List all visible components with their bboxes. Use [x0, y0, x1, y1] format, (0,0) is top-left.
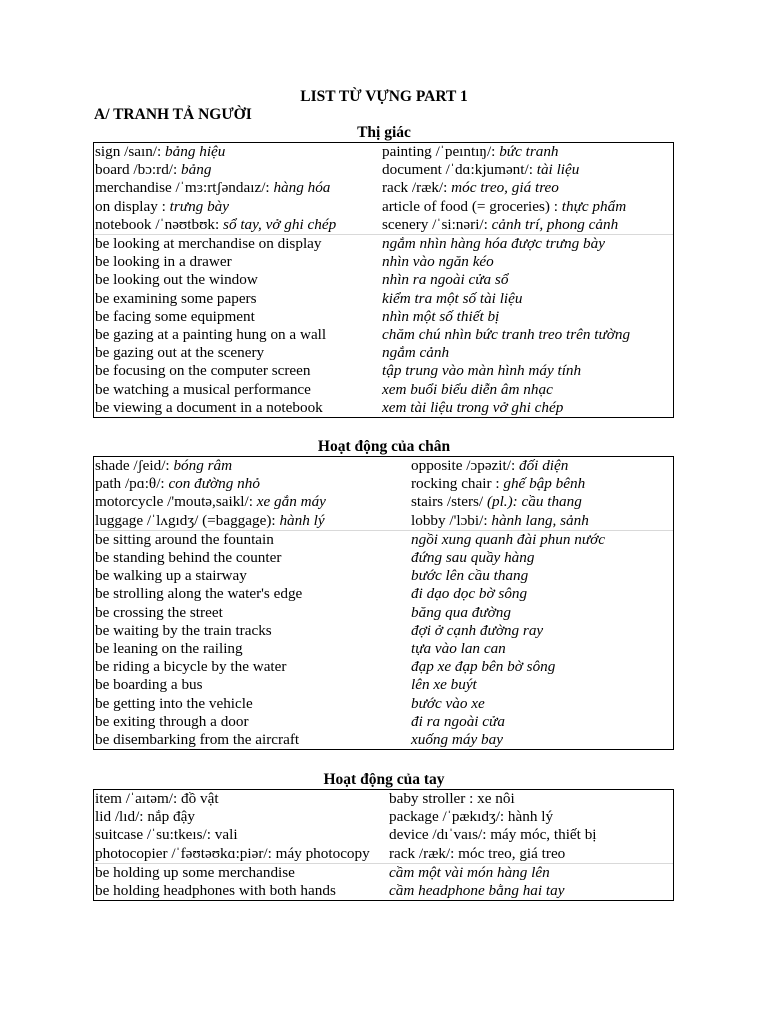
entry-meaning: đạp xe đạp bên bờ sông — [411, 658, 556, 676]
page-title: LIST TỪ VỰNG PART 1 — [300, 88, 468, 105]
vocab-entry — [94, 198, 381, 216]
entry-meaning: bước vào xe — [411, 694, 485, 712]
vocab-entry — [381, 161, 673, 179]
vocab-entry — [94, 216, 381, 234]
vocab-entry — [410, 475, 673, 493]
vocab-entry — [94, 790, 388, 808]
section-title-vision: Thị giác — [357, 124, 411, 141]
entry-text: article of food (= groceries) : — [382, 197, 562, 215]
entry-text: opposite /ɔpəzit/: — [411, 457, 519, 474]
vocab-entry — [381, 216, 673, 234]
entry-meaning: đợi ở cạnh đường ray — [411, 621, 544, 639]
entry-text: be looking at merchandise on display — [95, 235, 322, 253]
meaning-column — [381, 143, 673, 234]
entry-text: be riding a bicycle by the water — [95, 658, 287, 676]
vocab-entry — [410, 531, 673, 549]
vocab-entry — [94, 549, 410, 567]
vocab-entry — [94, 290, 381, 308]
term-column — [94, 235, 381, 417]
entry-text: be walking up a stairway — [95, 567, 247, 585]
entry-text: be holding headphones with both hands — [95, 882, 336, 900]
entry-text: luggage /ˈlʌgıdʒ/ (=baggage): — [95, 511, 280, 529]
entry-meaning: bước lên cầu thang — [411, 567, 529, 585]
entry-text: rack /ræk/: móc treo, giá treo — [389, 844, 566, 862]
entry-text: merchandise /ˈmɜ:rtʃəndaız/: — [95, 179, 274, 197]
entry-meaning: xuống máy bay — [411, 731, 503, 749]
vocab-entry — [94, 326, 381, 344]
vocab-entry — [410, 604, 673, 622]
entry-meaning: hàng hóa — [273, 179, 331, 197]
vocab-entry — [94, 531, 410, 549]
meaning-column — [410, 457, 673, 530]
vocab-entry — [410, 640, 673, 658]
entry-meaning: tài liệu — [536, 161, 580, 179]
entry-text: suitcase /ˈsu:tkeıs/: vali — [95, 826, 238, 844]
entry-text: rocking chair : — [411, 475, 504, 493]
term-column — [94, 864, 388, 900]
entry-text: shade /ʃeid/: — [95, 457, 174, 474]
entry-meaning: nhìn vào ngăn kéo — [382, 253, 494, 271]
entry-text: lobby /'lɔbi/: — [411, 511, 492, 529]
vocab-entry — [381, 399, 673, 417]
entry-meaning: cầm một vài món hàng lên — [389, 863, 550, 881]
entry-text: baby stroller : xe nôi — [389, 790, 515, 807]
vocab-entry — [381, 198, 673, 216]
entry-meaning: móc treo, giá treo — [451, 179, 559, 197]
vocab-entry — [94, 457, 410, 475]
vocab-entry — [388, 845, 673, 863]
entry-meaning: cảnh trí, phong cảnh — [491, 215, 619, 233]
entry-meaning: đối diện — [518, 457, 569, 474]
entry-meaning: đi ra ngoài cửa — [411, 712, 505, 730]
vocab-entry — [94, 864, 388, 882]
entry-text: document /ˈdɑ:kjumənt/: — [382, 161, 537, 179]
vocab-table-vision — [93, 142, 674, 418]
entry-meaning: đứng sau quầy hàng — [411, 549, 535, 567]
entry-meaning: tựa vào lan can — [411, 640, 506, 658]
entry-text: be exiting through a door — [95, 712, 249, 730]
vocab-entry — [94, 399, 381, 417]
vocab-entry — [410, 731, 673, 749]
meaning-column — [388, 790, 673, 863]
vocab-entry — [410, 512, 673, 530]
entry-meaning: bóng râm — [173, 457, 233, 474]
entry-meaning: sổ tay, vở ghi chép — [223, 215, 337, 233]
vocab-entry — [94, 493, 410, 511]
entry-text: lid /lıd/: nắp đậy — [95, 808, 195, 826]
entry-text: painting /ˈpeıntıŋ/: — [382, 143, 500, 160]
term-column — [94, 531, 410, 749]
entry-text: sign /saın/: — [95, 143, 166, 160]
vocab-entry — [94, 362, 381, 380]
entry-meaning: (pl.): cầu thang — [486, 493, 582, 511]
entry-text: be crossing the street — [95, 603, 223, 621]
entry-meaning: ngắm nhìn hàng hóa được trưng bày — [382, 235, 605, 253]
vocab-entry — [381, 271, 673, 289]
vocab-group — [94, 143, 673, 234]
section-title-hands: Hoạt động của tay — [323, 771, 445, 788]
entry-meaning: kiểm tra một số tài liệu — [382, 289, 523, 307]
entry-meaning: bảng hiệu — [165, 143, 226, 160]
meaning-column — [381, 235, 673, 417]
meaning-column — [410, 531, 673, 749]
entry-text: stairs /sters/ — [411, 493, 487, 511]
entry-text: package /ˈpækıdʒ/: hành lý — [389, 808, 554, 826]
entry-text: be gazing out at the scenery — [95, 344, 265, 362]
vocab-entry — [388, 790, 673, 808]
term-column — [94, 143, 381, 234]
vocab-entry — [94, 585, 410, 603]
vocab-entry — [388, 864, 673, 882]
vocab-entry — [410, 713, 673, 731]
vocab-entry — [94, 622, 410, 640]
entry-meaning: lên xe buýt — [411, 676, 477, 694]
entry-meaning: nhìn một số thiết bị — [382, 307, 500, 325]
entry-text: be getting into the vehicle — [95, 694, 253, 712]
vocab-entry — [410, 695, 673, 713]
vocab-entry — [94, 695, 410, 713]
vocab-entry — [94, 253, 381, 271]
vocab-entry — [381, 253, 673, 271]
entry-text: be facing some equipment — [95, 307, 255, 325]
entry-text: board /bɔ:rd/: — [95, 161, 182, 179]
entry-meaning: con đường nhỏ — [168, 475, 260, 493]
vocab-entry — [94, 475, 410, 493]
vocab-entry — [94, 845, 388, 863]
term-column — [94, 790, 388, 863]
entry-text: be examining some papers — [95, 289, 257, 307]
vocab-entry — [94, 567, 410, 585]
entry-meaning: ghế bập bênh — [503, 475, 586, 493]
vocab-entry — [381, 381, 673, 399]
vocab-group — [94, 863, 673, 900]
vocab-entry — [381, 326, 673, 344]
vocab-entry — [94, 308, 381, 326]
entry-text: be leaning on the railing — [95, 640, 243, 658]
vocab-entry — [94, 658, 410, 676]
vocab-entry — [94, 731, 410, 749]
entry-text: motorcycle /'moutə,saikl/: — [95, 493, 257, 511]
vocab-entry — [94, 143, 381, 161]
vocab-entry — [381, 179, 673, 197]
vocab-entry — [94, 882, 388, 900]
entry-text: notebook /ˈnəʊtbʊk: — [95, 215, 224, 233]
vocab-group — [94, 457, 673, 530]
vocab-entry — [381, 362, 673, 380]
entry-text: be viewing a document in a notebook — [95, 398, 323, 416]
entry-text: be looking in a drawer — [95, 253, 232, 271]
entry-meaning: bảng — [181, 161, 212, 179]
entry-text: be standing behind the counter — [95, 549, 282, 567]
entry-text: be watching a musical performance — [95, 380, 311, 398]
entry-text: on display : — [95, 197, 170, 215]
vocab-entry — [94, 179, 381, 197]
vocab-entry — [410, 585, 673, 603]
entry-meaning: cầm headphone bằng hai tay — [389, 882, 565, 900]
vocab-entry — [94, 676, 410, 694]
entry-text: device /dıˈvaıs/: máy móc, thiết bị — [389, 826, 597, 844]
vocab-entry — [94, 344, 381, 362]
vocab-table-feet — [93, 456, 674, 750]
entry-meaning: ngắm cảnh — [382, 344, 450, 362]
entry-text: be looking out the window — [95, 271, 258, 289]
vocab-entry — [381, 235, 673, 253]
entry-meaning: tập trung vào màn hình máy tính — [382, 362, 582, 380]
entry-text: item /ˈaıtəm/: đồ vật — [95, 790, 219, 807]
entry-meaning: nhìn ra ngoài cửa sổ — [382, 271, 509, 289]
entry-text: photocopier /ˈfəʊtəʊkɑ:piər/: máy photocopy — [95, 844, 370, 862]
entry-text: be waiting by the train tracks — [95, 621, 272, 639]
vocab-entry — [94, 808, 388, 826]
vocab-entry — [381, 290, 673, 308]
vocab-entry — [410, 567, 673, 585]
entry-meaning: xem buổi biểu diễn âm nhạc — [382, 380, 553, 398]
vocab-entry — [381, 344, 673, 362]
meaning-column — [388, 864, 673, 900]
entry-text: be boarding a bus — [95, 676, 203, 694]
entry-text: be strolling along the water's edge — [95, 585, 303, 603]
section-title-feet: Hoạt động của chân — [317, 438, 451, 455]
entry-text: be sitting around the fountain — [95, 530, 274, 548]
entry-meaning: trưng bày — [169, 197, 229, 215]
vocab-entry — [388, 882, 673, 900]
vocab-entry — [94, 161, 381, 179]
vocab-entry — [94, 235, 381, 253]
vocab-entry — [94, 604, 410, 622]
vocab-group — [94, 234, 673, 417]
entry-meaning: ngồi xung quanh đài phun nước — [411, 530, 605, 548]
vocab-entry — [94, 640, 410, 658]
vocab-entry — [381, 308, 673, 326]
entry-meaning: thực phẩm — [561, 197, 627, 215]
entry-meaning: xem tài liệu trong vở ghi chép — [382, 398, 564, 416]
vocab-group — [94, 790, 673, 863]
entry-text: be holding up some merchandise — [95, 863, 295, 881]
entry-text: rack /ræk/: — [382, 179, 452, 197]
entry-meaning: chăm chú nhìn bức tranh treo trên tường — [382, 326, 631, 344]
vocab-entry — [410, 622, 673, 640]
vocab-entry — [381, 143, 673, 161]
vocab-entry — [94, 713, 410, 731]
entry-meaning: đi dạo dọc bờ sông — [411, 585, 528, 603]
vocab-entry — [94, 826, 388, 844]
entry-text: scenery /ˈsi:nəri/: — [382, 215, 492, 233]
entry-text: be disembarking from the aircraft — [95, 731, 300, 749]
entry-text: be gazing at a painting hung on a wall — [95, 326, 327, 344]
section-heading: A/ TRANH TẢ NGƯỜI — [94, 106, 252, 123]
entry-meaning: băng qua đường — [411, 603, 511, 621]
vocab-entry — [94, 512, 410, 530]
vocab-group — [94, 530, 673, 749]
vocab-entry — [388, 826, 673, 844]
entry-text: be focusing on the computer screen — [95, 362, 311, 380]
vocab-entry — [94, 271, 381, 289]
entry-meaning: xe gắn máy — [256, 493, 326, 511]
entry-meaning: hành lý — [279, 511, 325, 529]
term-column — [94, 457, 410, 530]
entry-text: path /pɑ:θ/: — [95, 475, 169, 493]
vocab-table-hands — [93, 789, 674, 901]
vocab-entry — [410, 457, 673, 475]
vocab-entry — [410, 549, 673, 567]
vocab-entry — [94, 381, 381, 399]
entry-meaning: bức tranh — [499, 143, 559, 160]
vocab-entry — [388, 808, 673, 826]
entry-meaning: hành lang, sảnh — [491, 511, 589, 529]
vocab-entry — [410, 493, 673, 511]
vocab-entry — [410, 658, 673, 676]
vocab-entry — [410, 676, 673, 694]
